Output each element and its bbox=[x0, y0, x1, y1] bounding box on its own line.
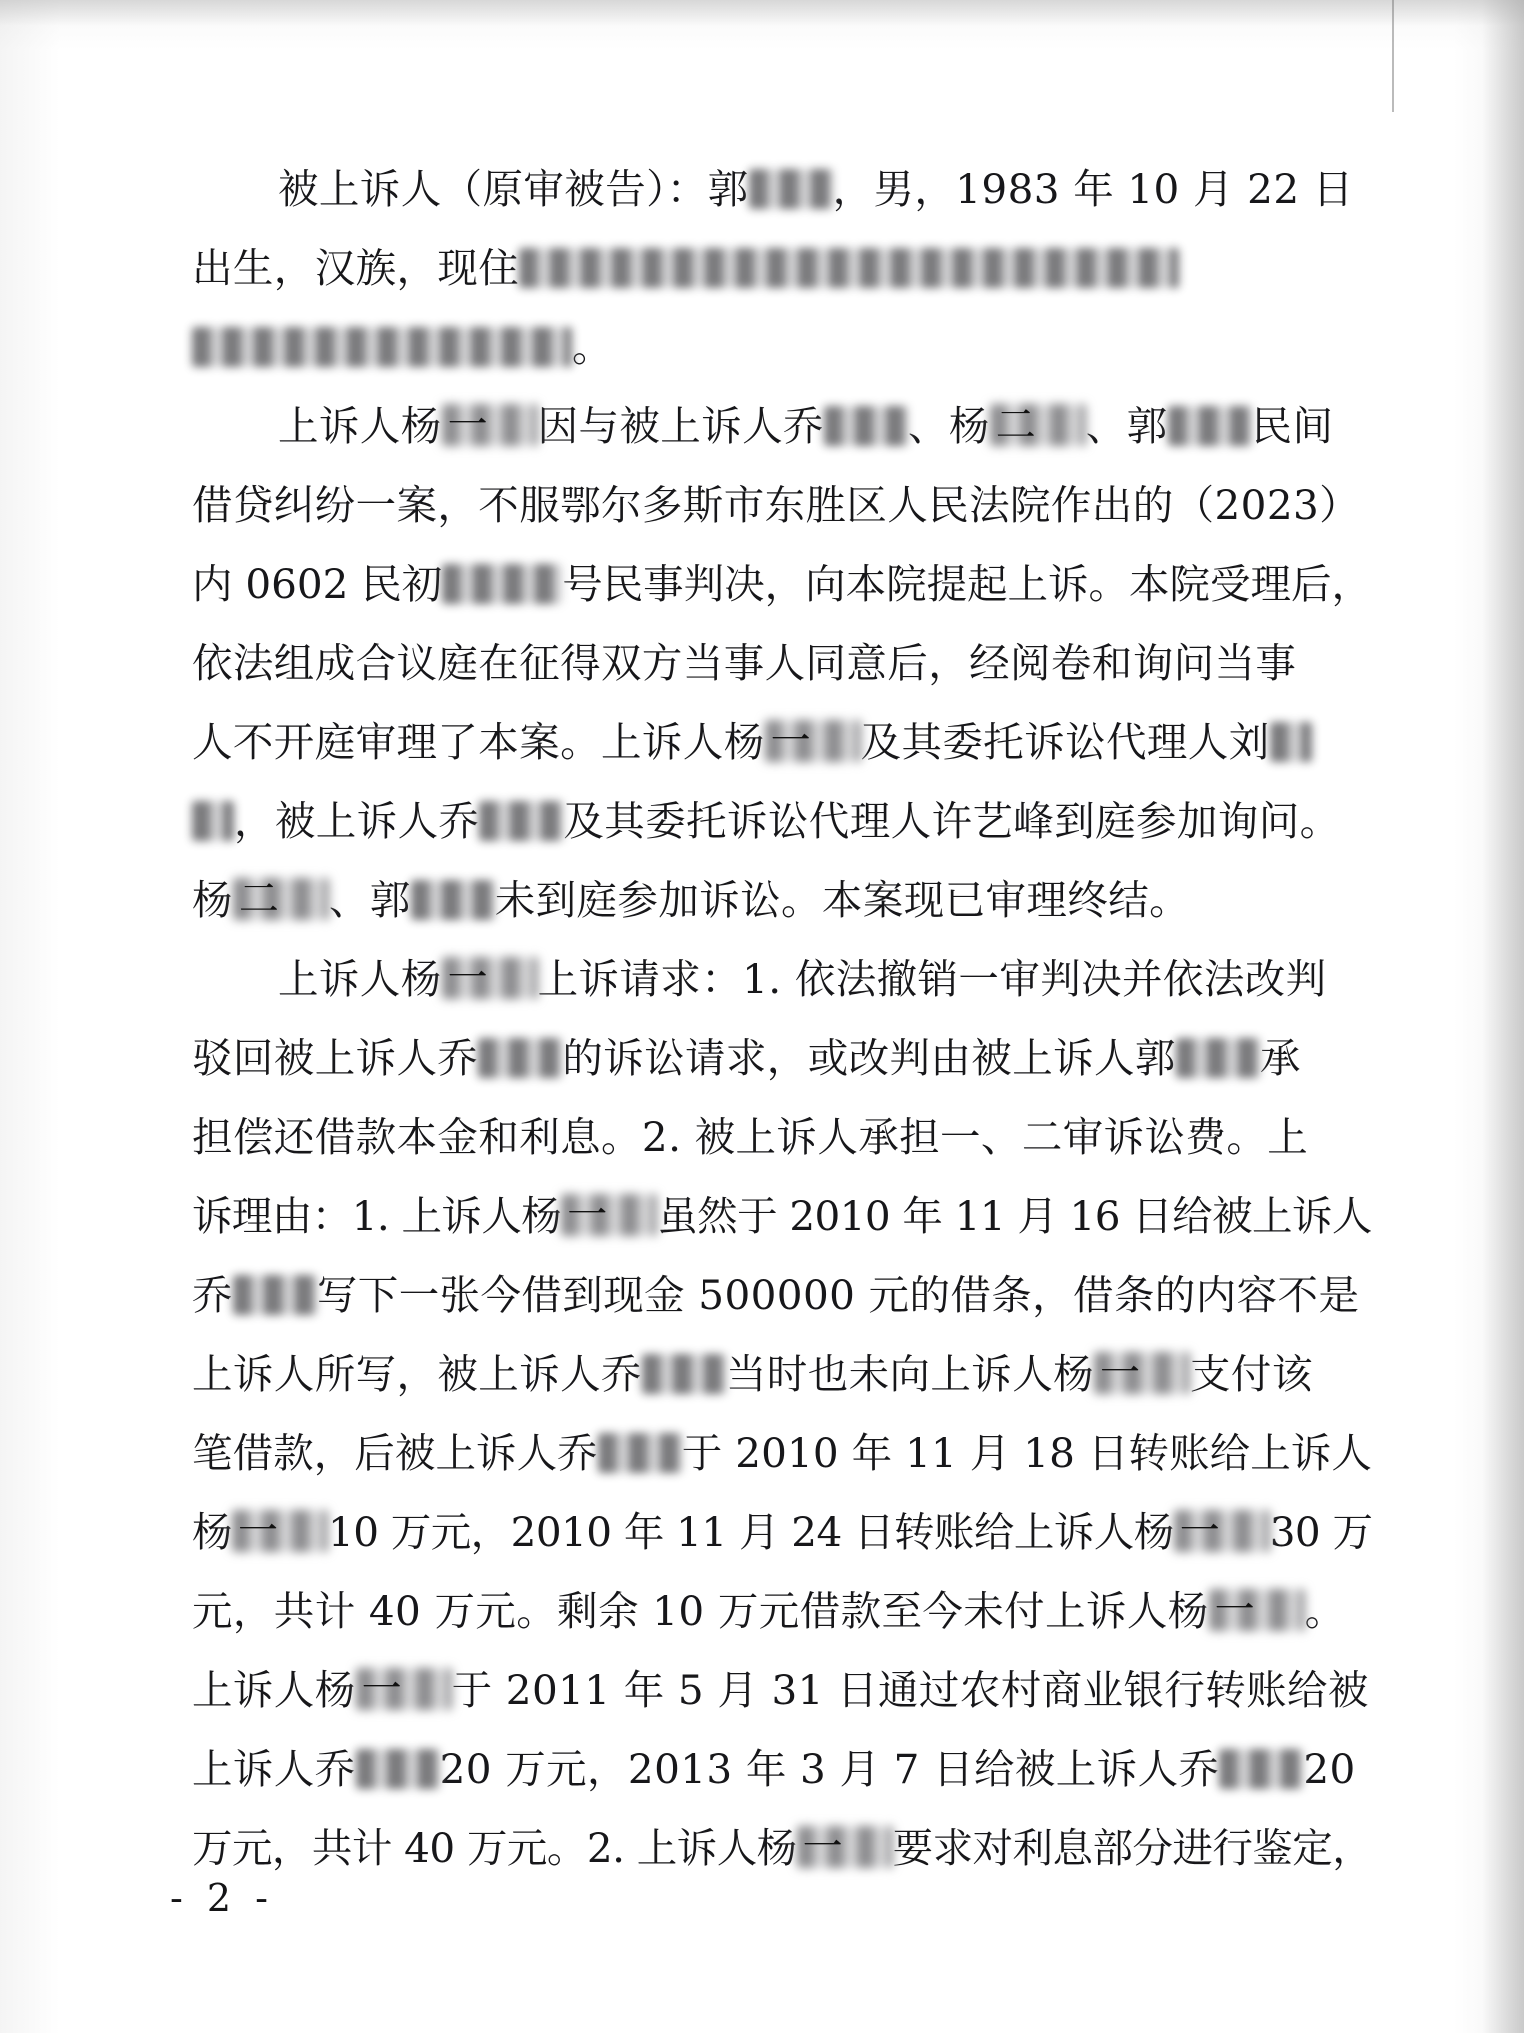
redaction-block bbox=[192, 801, 234, 841]
text-run: 、杨 bbox=[907, 402, 990, 450]
text-line bbox=[192, 1335, 1372, 1414]
redaction-block bbox=[192, 327, 572, 367]
text-run: 因与被上诉人乔 bbox=[537, 402, 824, 450]
redaction-block bbox=[1168, 406, 1252, 446]
text-run: 依法组成合议庭在征得双方当事人同意后，经阅卷和询问当事 bbox=[192, 639, 1297, 687]
redaction-block-partial bbox=[356, 1668, 452, 1710]
redaction-block bbox=[442, 564, 562, 604]
text-run: 、郭 bbox=[328, 876, 411, 924]
paragraph-appeal-claims bbox=[192, 940, 1372, 1888]
text-line bbox=[192, 150, 1372, 229]
paragraph-case-history bbox=[192, 387, 1372, 940]
visible-character: 一 bbox=[1214, 1587, 1255, 1633]
text-run: 支付该 bbox=[1190, 1350, 1313, 1398]
redaction-block bbox=[1270, 722, 1312, 762]
redaction-block bbox=[1219, 1749, 1303, 1789]
text-run: 杨 bbox=[192, 876, 233, 924]
text-line bbox=[192, 229, 1372, 308]
text-run: 承 bbox=[1259, 1034, 1301, 1082]
text-run: 20 bbox=[1303, 1745, 1356, 1793]
text-run: 虽然于 2010 年 11 月 16 日给被上诉人 bbox=[657, 1192, 1372, 1240]
redaction-block-partial bbox=[1209, 1589, 1305, 1631]
redaction-block bbox=[1176, 1038, 1260, 1078]
text-run: 上诉人所写，被上诉人乔 bbox=[192, 1350, 642, 1398]
text-run: 及其委托诉讼代理人刘 bbox=[860, 718, 1270, 766]
text-run: 乔 bbox=[192, 1271, 233, 1319]
paragraph-respondent-info bbox=[192, 150, 1372, 387]
scan-hairline-artifact bbox=[1392, 0, 1394, 112]
document-body-text bbox=[192, 150, 1372, 1888]
visible-character: 二 bbox=[238, 876, 279, 922]
text-line bbox=[192, 1493, 1372, 1572]
redaction-block bbox=[642, 1354, 726, 1394]
text-line bbox=[192, 387, 1372, 466]
text-run: 上诉人乔 bbox=[192, 1745, 356, 1793]
redaction-block-partial bbox=[561, 1194, 657, 1236]
text-run: 上诉人杨 bbox=[192, 1666, 356, 1714]
text-run: ，男，1983 年 10 月 22 日 bbox=[832, 165, 1354, 213]
visible-character: 一 bbox=[361, 1666, 402, 1712]
redaction-block bbox=[749, 169, 833, 209]
text-run: 上诉人杨 bbox=[278, 402, 442, 450]
text-line bbox=[192, 1572, 1372, 1651]
text-run: 。 bbox=[1304, 1587, 1346, 1635]
redaction-block bbox=[233, 1275, 317, 1315]
text-run: 杨 bbox=[192, 1508, 232, 1556]
text-run: 民间 bbox=[1251, 402, 1334, 450]
redaction-block bbox=[598, 1433, 682, 1473]
text-run: 的诉讼请求，或改判由被上诉人郭 bbox=[562, 1034, 1176, 1082]
visible-character: 一 bbox=[802, 1824, 843, 1870]
redaction-block-partial bbox=[990, 404, 1086, 446]
text-line bbox=[192, 1098, 1372, 1177]
redaction-block-partial bbox=[1094, 1352, 1190, 1394]
text-line bbox=[192, 308, 1372, 387]
visible-character: 一 bbox=[567, 1192, 608, 1238]
text-run: 号民事判决，向本院提起上诉。本院受理后， bbox=[562, 560, 1372, 608]
text-line bbox=[192, 1177, 1372, 1256]
text-run: 万元，共计 40 万元。2. 上诉人杨 bbox=[192, 1824, 797, 1872]
text-run: 30 万 bbox=[1269, 1508, 1373, 1556]
text-run: 于 2011 年 5 月 31 日通过农村商业银行转账给被 bbox=[451, 1666, 1369, 1714]
text-run: 上诉人杨 bbox=[278, 955, 442, 1003]
text-line bbox=[192, 1019, 1372, 1098]
redaction-block bbox=[411, 880, 495, 920]
text-line bbox=[192, 940, 1372, 1019]
text-run: 人不开庭审理了本案。上诉人杨 bbox=[192, 718, 765, 766]
page-number: - 2 - bbox=[170, 1876, 275, 1920]
scan-right-shadow bbox=[1482, 0, 1524, 2033]
text-run: 及其委托诉讼代理人许艺峰到庭参加询问。 bbox=[563, 797, 1341, 845]
text-run: 上诉请求：1. 依法撤销一审判决并依法改判 bbox=[537, 955, 1327, 1003]
text-line bbox=[192, 1730, 1372, 1809]
text-run: 出生，汉族，现住 bbox=[192, 244, 520, 292]
visible-character: 一 bbox=[1179, 1508, 1220, 1554]
text-run: 内 0602 民初 bbox=[192, 560, 443, 608]
text-run: 要求对利息部分进行鉴定， bbox=[892, 1824, 1373, 1872]
redaction-block-partial bbox=[765, 720, 861, 762]
visible-character: 一 bbox=[447, 955, 488, 1001]
redaction-block bbox=[356, 1749, 440, 1789]
text-line bbox=[192, 1414, 1372, 1493]
text-run: 20 万元，2013 年 3 月 7 日给被上诉人乔 bbox=[439, 1745, 1220, 1793]
text-line bbox=[192, 545, 1372, 624]
visible-character: 二 bbox=[995, 402, 1036, 448]
redaction-block-partial bbox=[442, 957, 538, 999]
text-line bbox=[192, 466, 1372, 545]
text-run: 于 2010 年 11 月 18 日转账给上诉人 bbox=[681, 1429, 1372, 1477]
text-run: 诉理由：1. 上诉人杨 bbox=[192, 1192, 562, 1240]
visible-character: 一 bbox=[447, 402, 488, 448]
text-run: 被上诉人（原审被告）：郭 bbox=[278, 165, 749, 213]
text-run: ，被上诉人乔 bbox=[234, 797, 480, 845]
text-line bbox=[192, 703, 1372, 782]
text-run: 未到庭参加诉讼。本案现已审理终结。 bbox=[494, 876, 1191, 924]
visible-character: 一 bbox=[770, 718, 811, 764]
text-run: 写下一张今借到现金 500000 元的借条，借条的内容不是 bbox=[316, 1271, 1360, 1319]
text-run: 当时也未向上诉人杨 bbox=[725, 1350, 1095, 1398]
redaction-block-partial bbox=[1174, 1510, 1270, 1552]
text-run: 笔借款，后被上诉人乔 bbox=[192, 1429, 598, 1477]
redaction-block-partial bbox=[233, 878, 329, 920]
visible-character: 一 bbox=[237, 1508, 278, 1554]
redaction-block bbox=[824, 406, 908, 446]
text-run: 、郭 bbox=[1085, 402, 1168, 450]
text-run: 。 bbox=[572, 323, 613, 371]
text-run: 借贷纠纷一案，不服鄂尔多斯市东胜区人民法院作出的（2023） bbox=[192, 481, 1361, 529]
text-line bbox=[192, 624, 1372, 703]
text-line bbox=[192, 1256, 1372, 1335]
text-run: 10 万元，2010 年 11 月 24 日转账给上诉人杨 bbox=[327, 1508, 1174, 1556]
redaction-block bbox=[478, 1038, 562, 1078]
scan-top-shadow bbox=[0, 0, 1524, 26]
redaction-block bbox=[519, 248, 1179, 288]
text-line bbox=[192, 861, 1372, 940]
text-run: 驳回被上诉人乔 bbox=[192, 1034, 479, 1082]
redaction-block bbox=[479, 801, 563, 841]
text-run: 元，共计 40 万元。剩余 10 万元借款至今未付上诉人杨 bbox=[192, 1587, 1209, 1635]
redaction-block-partial bbox=[442, 404, 538, 446]
redaction-block-partial bbox=[232, 1510, 328, 1552]
visible-character: 一 bbox=[1100, 1350, 1141, 1396]
redaction-block-partial bbox=[797, 1826, 893, 1868]
text-line bbox=[192, 782, 1372, 861]
text-line bbox=[192, 1651, 1372, 1730]
text-run: 担偿还借款本金和利息。2. 被上诉人承担一、二审诉讼费。上 bbox=[192, 1113, 1309, 1161]
